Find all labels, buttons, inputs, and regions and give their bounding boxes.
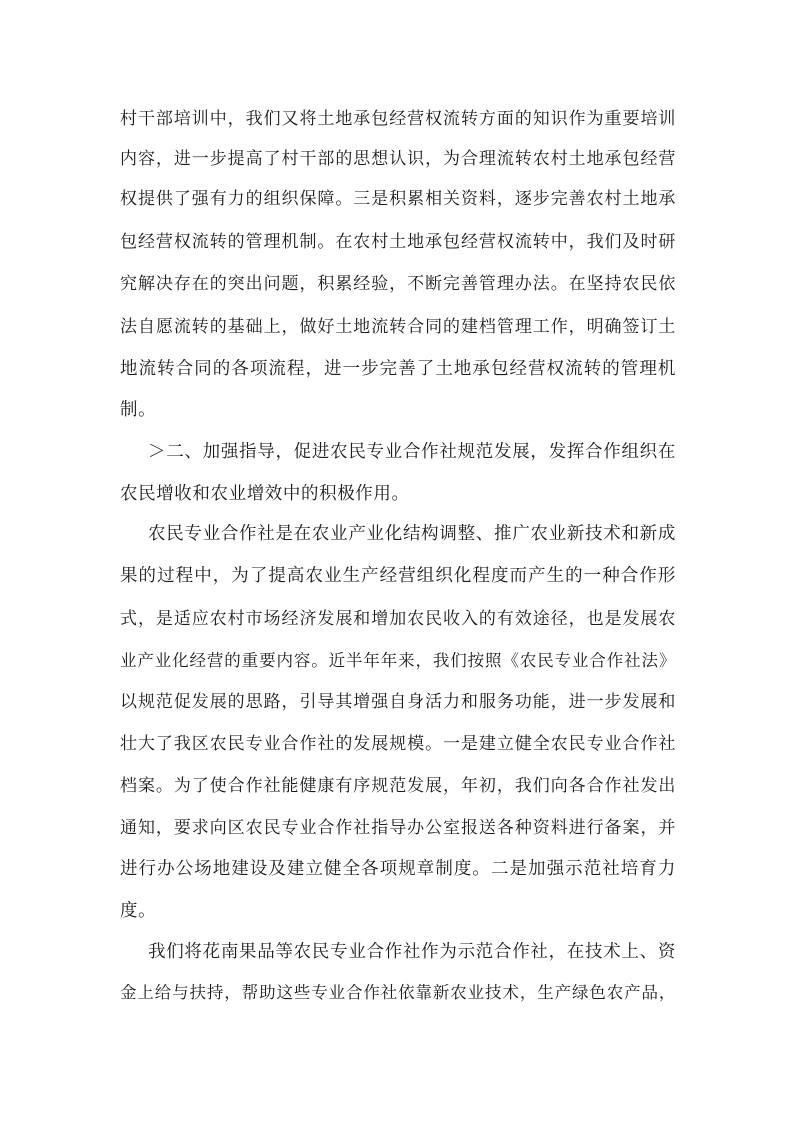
text-line: 制。 xyxy=(120,400,157,420)
text-line: 进行办公场地建设及建立健全各项规章制度。二是加强示范社培育力 xyxy=(120,859,676,879)
section-heading-line: ＞二、加强指导，促进农民专业合作社规范发展，发挥合作组织在 xyxy=(148,442,676,462)
text-line: 农民专业合作社是在农业产业化结构调整、推广农业新技术和新成 xyxy=(148,524,676,544)
text-line: 档案。为了使合作社能健康有序规范发展，年初，我们向各合作社发出 xyxy=(120,776,676,796)
section-heading-line: 农民增收和农业增效中的积极作用。 xyxy=(120,484,410,504)
text-line: 包经营权流转的管理机制。在农村土地承包经营权流转中，我们及时研 xyxy=(120,232,676,252)
text-line: 度。 xyxy=(120,901,157,921)
text-line: 业产业化经营的重要内容。近半年年来，我们按照《农民专业合作社法》 xyxy=(120,651,676,670)
text-line: 内容，进一步提高了村干部的思想认识，为合理流转农村土地承包经营 xyxy=(120,149,676,169)
text-line: 金上给与扶持，帮助这些专业合作社依靠新农业技术，生产绿色农产品， xyxy=(120,983,676,1002)
text-line: 村干部培训中，我们又将土地承包经营权流转方面的知识作为重要培训 xyxy=(120,109,676,129)
text-line: 果的过程中，为了提高农业生产经营组织化程度而产生的一种合作形 xyxy=(120,566,676,586)
text-line: 究解决存在的突出问题，积累经验，不断完善管理办法。在坚持农民依 xyxy=(120,274,676,294)
text-line: 地流转合同的各项流程，进一步完善了土地承包经营权流转的管理机 xyxy=(120,359,676,379)
text-line: 法自愿流转的基础上，做好土地流转合同的建档管理工作，明确签订土 xyxy=(120,317,676,337)
text-line: 我们将花南果品等农民专业合作社作为示范合作社，在技术上、资 xyxy=(148,942,676,962)
text-line: 权提供了强有力的组织保障。三是积累相关资料，逐步完善农村土地承 xyxy=(120,189,676,209)
text-line: 以规范促发展的思路，引导其增强自身活力和服务功能，进一步发展和 xyxy=(120,692,676,712)
text-line: 通知，要求向区农民专业合作社指导办公室报送各种资料进行备案，并 xyxy=(120,818,676,838)
text-line: 壮大了我区农民专业合作社的发展规模。一是建立健全农民专业合作社 xyxy=(120,734,676,754)
text-line: 式，是适应农村市场经济发展和增加农民收入的有效途径，也是发展农 xyxy=(120,609,676,629)
